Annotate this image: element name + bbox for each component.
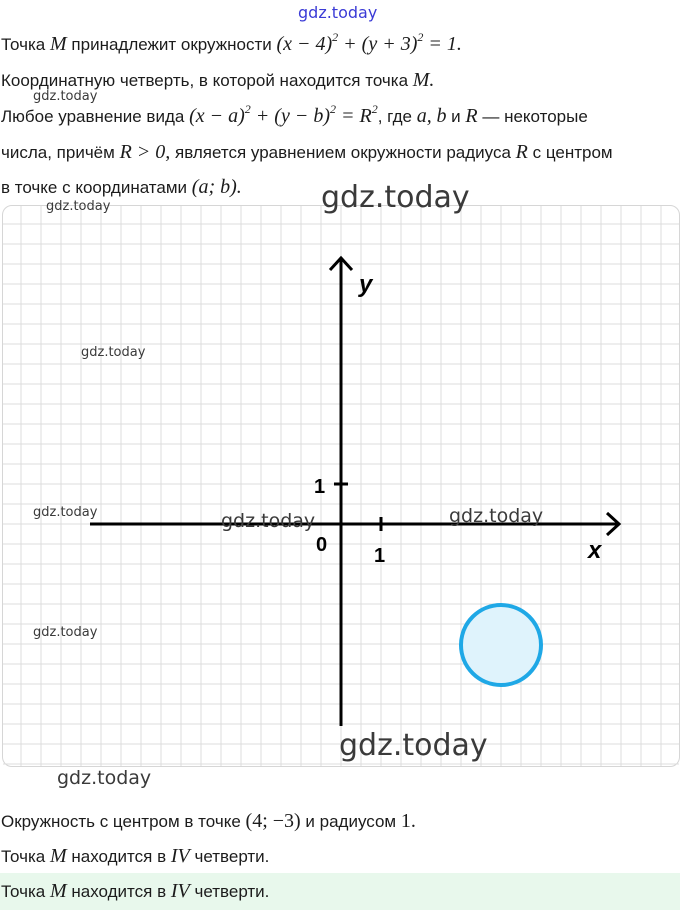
watermark: gdz.today (221, 510, 316, 532)
answer-line (1, 880, 269, 903)
solution-text: Точка (1, 847, 46, 866)
theory-text: — некоторые (482, 107, 588, 126)
theory-text: числа, причём (1, 143, 115, 162)
coordinate-plane (3, 206, 679, 766)
solution-text: Окружность с центром в точке (1, 812, 241, 831)
x-tick-1-label: 1 (374, 545, 386, 567)
answer-box (0, 873, 680, 910)
circle-shape (461, 605, 541, 685)
circle-center: (4; −3) (245, 810, 301, 832)
origin-label: 0 (316, 534, 328, 556)
theory-line-2 (1, 141, 613, 164)
var-r: R (465, 105, 478, 127)
answer-text: четверти. (194, 882, 270, 901)
theory-text: является уравнением окружности радиуса (175, 143, 511, 162)
theory-text: , где (377, 107, 412, 126)
var-b: b (436, 105, 447, 127)
watermark: gdz.today (33, 89, 98, 104)
answer-text: Точка (1, 882, 46, 901)
circle-radius: 1. (400, 810, 416, 832)
answer-text: находится в (71, 882, 167, 901)
watermark: gdz.today (449, 505, 544, 527)
theory-text: с центром (532, 143, 613, 162)
watermark: gdz.today (57, 767, 152, 789)
x-axis-label: x (588, 537, 602, 564)
solution-line-1 (1, 810, 416, 833)
theory-text: Любое уравнение вида (1, 107, 185, 126)
problem-question: Координатную четверть, в которой находится точка (1, 71, 409, 90)
quarter-number: IV (170, 845, 190, 867)
var-r: R (515, 141, 528, 163)
y-axis (330, 258, 352, 726)
theory-line-3 (1, 176, 242, 199)
circle-equation: $(x - 4)^2 + (y + 3)^2 = 1$. (276, 30, 462, 55)
quarter-number: IV (170, 880, 190, 902)
var-a: a, (416, 105, 432, 127)
solution-text: и радиусом (305, 812, 397, 831)
problem-line-1 (1, 30, 462, 56)
solution-text: четверти. (194, 847, 270, 866)
watermark: gdz.today (81, 345, 146, 360)
general-equation: $(x - a)^2 + (y - b)^2 = R^2$ (189, 102, 378, 127)
point-m: M (50, 33, 67, 55)
point-m: M (50, 880, 67, 902)
solution-text: находится в (71, 847, 167, 866)
watermark-top: gdz.today (298, 3, 378, 22)
radius-condition: R > 0, (119, 141, 171, 163)
y-tick-1-label: 1 (314, 476, 326, 498)
solution-line-2 (1, 845, 269, 868)
watermark: gdz.today (33, 625, 98, 640)
y-axis-label: y (359, 271, 373, 298)
point-m: M (50, 845, 67, 867)
watermark: gdz.today (33, 505, 98, 520)
problem-text: принадлежит окружности (71, 35, 272, 54)
watermark: gdz.today (46, 199, 111, 214)
watermark: gdz.today (321, 180, 470, 215)
problem-text: Точка (1, 35, 46, 54)
theory-text: и (451, 107, 461, 126)
point-m: M. (412, 69, 435, 91)
center-coords: (a; b). (191, 176, 242, 198)
theory-line-1 (1, 102, 588, 128)
theory-text: в точке с координатами (1, 178, 188, 197)
watermark: gdz.today (339, 728, 488, 763)
